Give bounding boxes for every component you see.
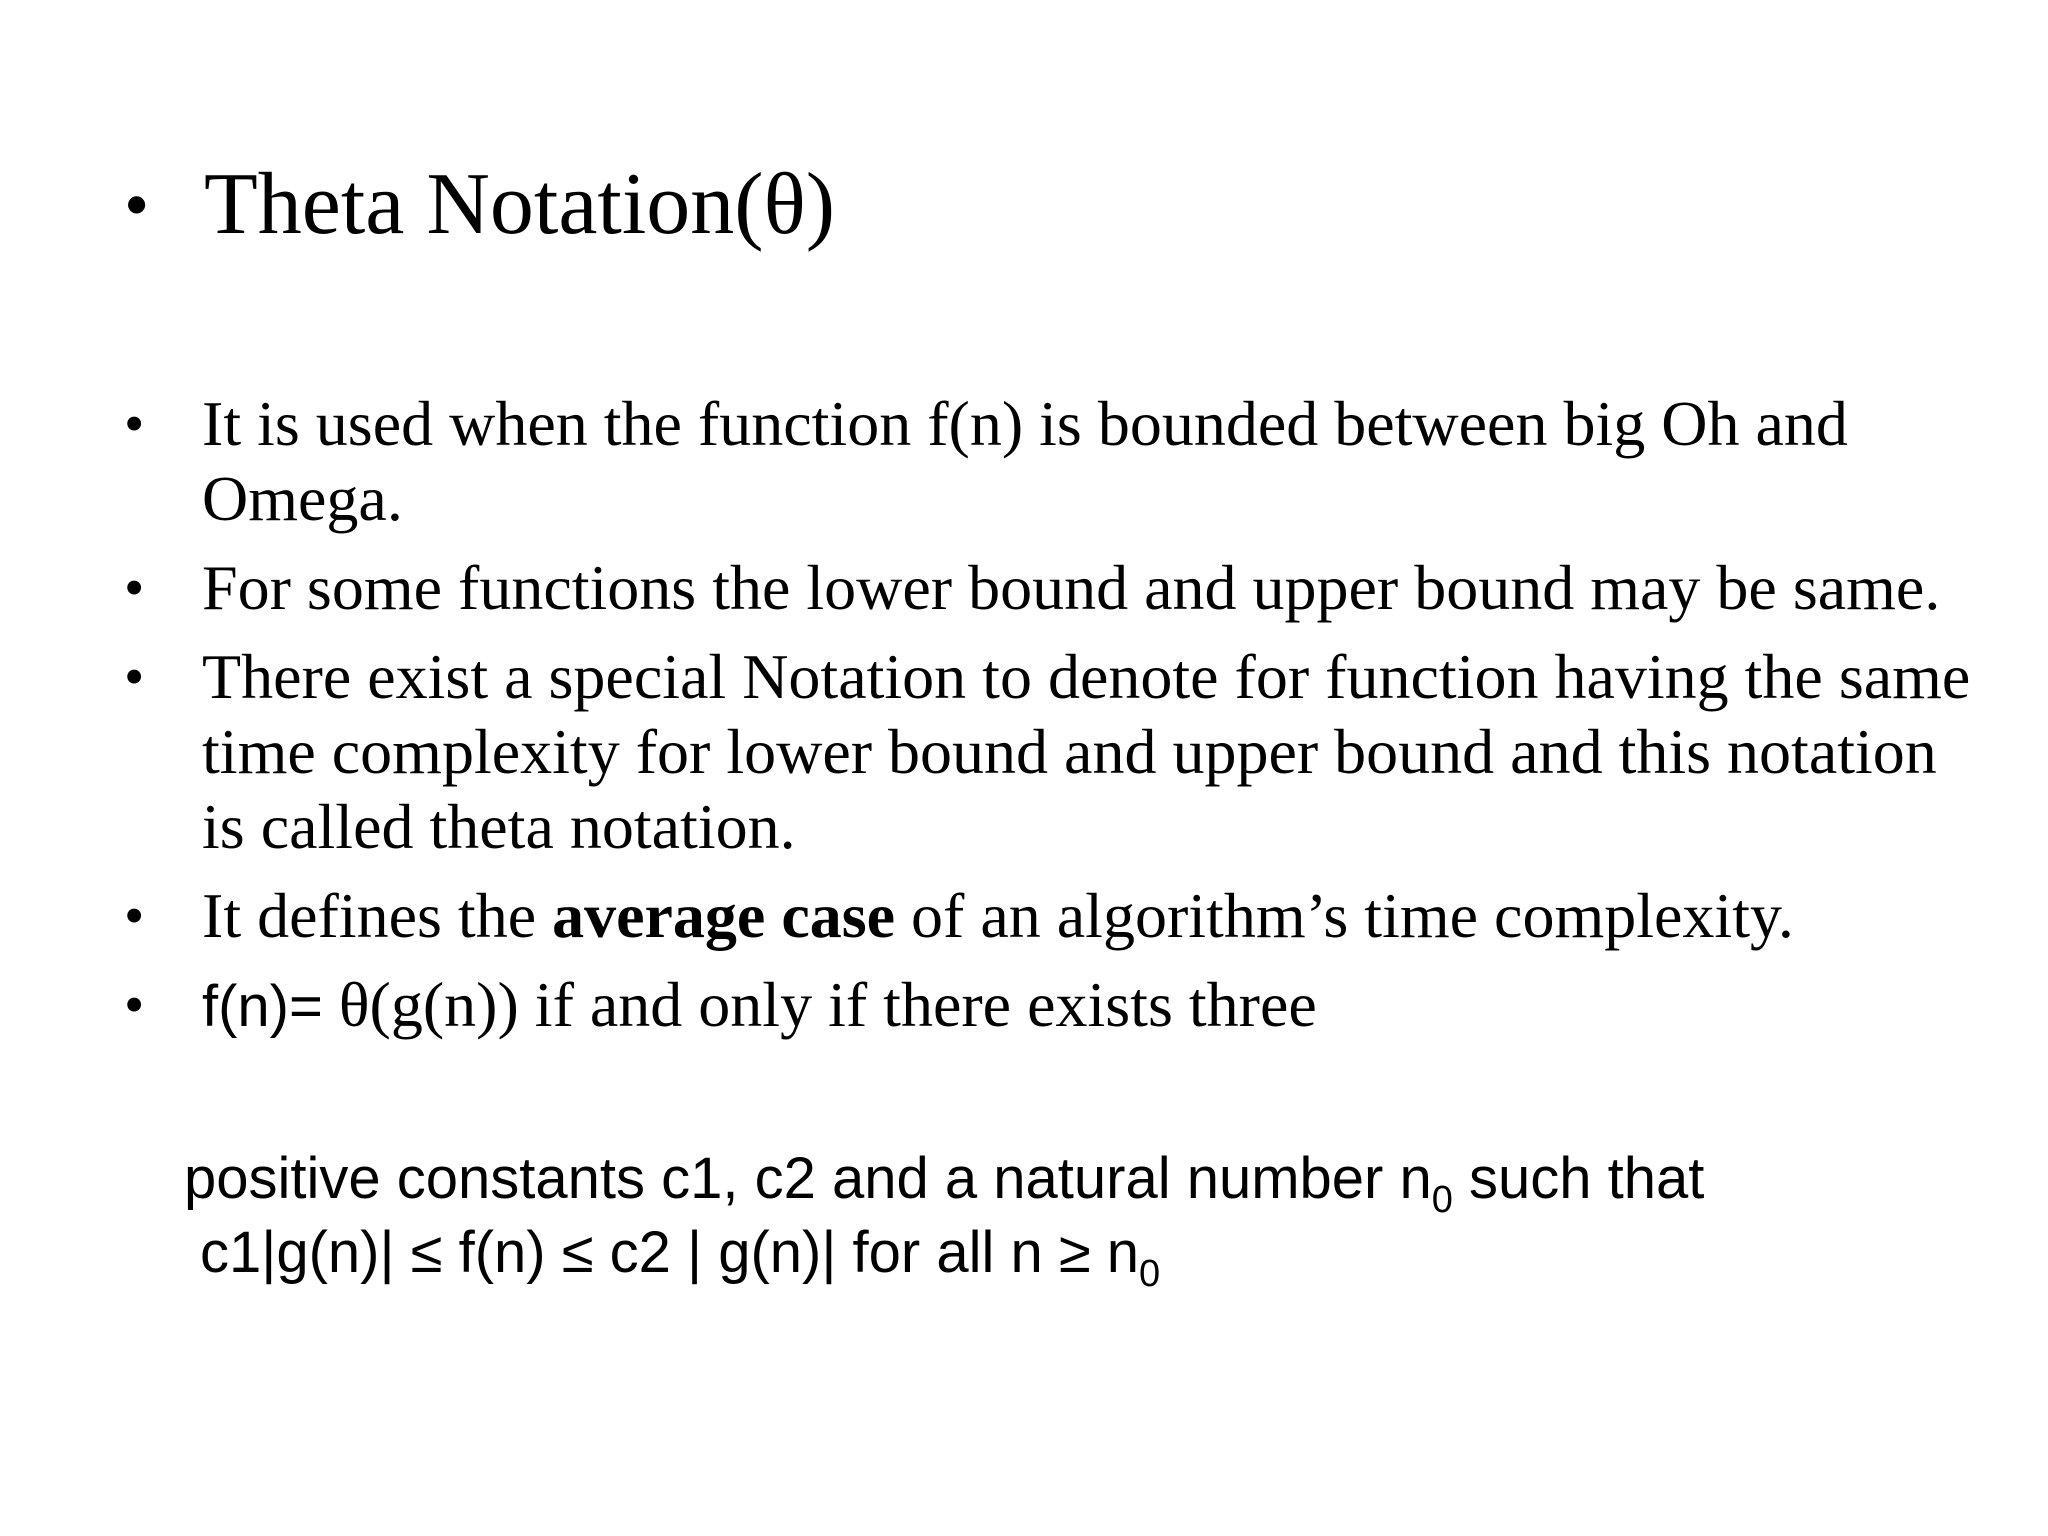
- definition-line-2: [184, 1216, 1964, 1295]
- bullet-item: [124, 639, 1984, 864]
- definition-line-1: [184, 1142, 1964, 1221]
- bullet-text-before: It defines the: [202, 880, 553, 951]
- bullet-text-bold: average case: [552, 880, 896, 951]
- bullet-item: [124, 967, 1984, 1044]
- bullet-icon: •: [124, 391, 145, 456]
- subscript: 0: [1431, 1179, 1453, 1221]
- bullet-icon: •: [124, 165, 150, 245]
- definition-text: such that: [1452, 1146, 1705, 1211]
- definition-continuation: [184, 1142, 1964, 1295]
- bullet-item: [124, 386, 1984, 536]
- bullet-icon: •: [124, 644, 145, 709]
- bullet-formula-lead: f(n)=: [202, 974, 323, 1039]
- bullet-text-after: of an algorithm’s time complexity.: [895, 880, 1794, 951]
- bullet-text: It is used when the function f(n) is bounded between big Oh and Omega.: [202, 388, 1848, 534]
- subscript: 0: [1139, 1253, 1161, 1295]
- definition-text: positive constants c1, c2 and a natural number n: [184, 1146, 1432, 1211]
- bullet-text: There exist a special Notation to denote for function having the same time complexity for lower bound and upper bound and this notation is called theta notation.: [202, 641, 1971, 862]
- bullet-icon: •: [124, 555, 145, 620]
- definition-inequality: c1|g(n)| ≤ f(n) ≤ c2 | g(n)| for all n ≥ n: [200, 1220, 1140, 1285]
- bullet-icon: •: [124, 883, 145, 948]
- bullet-text: θ(g(n)) if and only if there exists three: [322, 969, 1317, 1040]
- bullet-item: [124, 550, 1984, 625]
- bullet-icon: •: [124, 972, 145, 1037]
- slide-title: Theta Notation(θ): [204, 156, 836, 253]
- bullet-list: [124, 386, 1984, 1058]
- bullet-item: [124, 878, 1984, 953]
- bullet-text: For some functions the lower bound and upper bound may be same.: [202, 552, 1941, 623]
